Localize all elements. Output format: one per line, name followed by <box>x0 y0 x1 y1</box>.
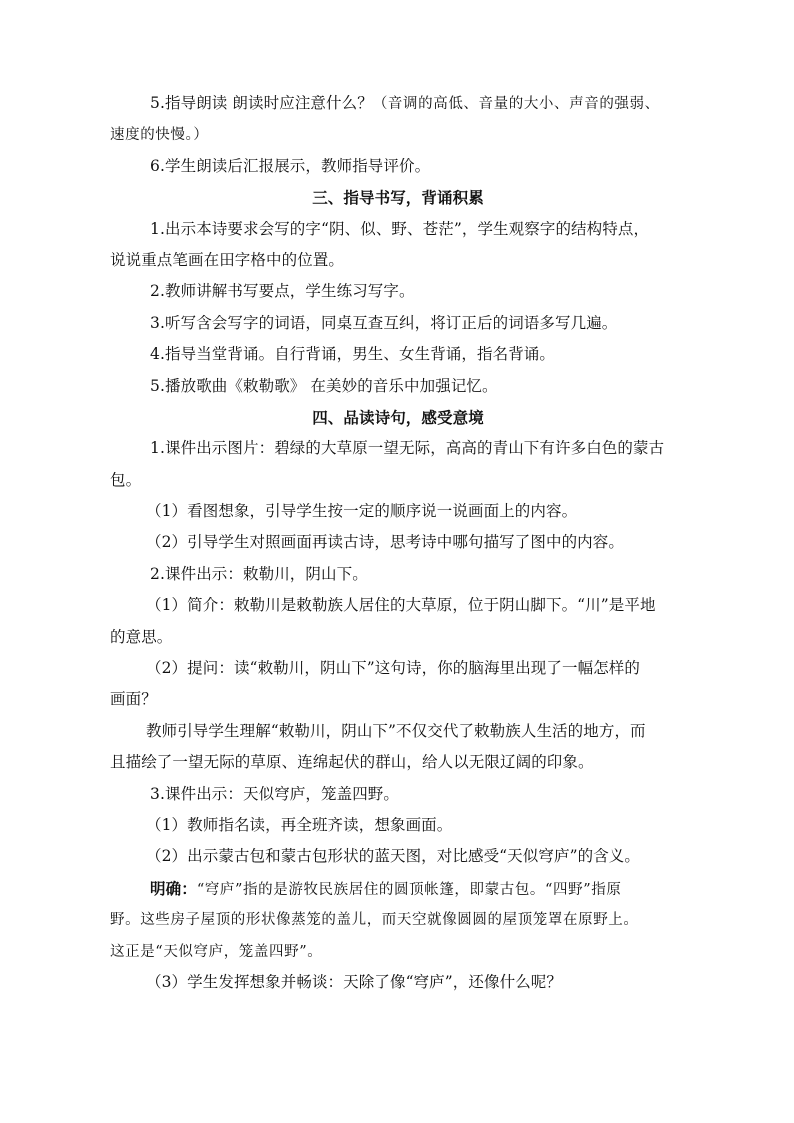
paragraph-continuation <box>110 622 686 653</box>
paragraph-continuation <box>110 465 686 496</box>
paragraph-continuation <box>110 904 686 935</box>
paragraph-intro <box>110 590 686 621</box>
paragraph-clarification <box>110 873 686 904</box>
paragraph-text: （1）看图想象，引导学生按一定的顺序说一说画面上的内容。 <box>146 502 578 521</box>
lesson-plan-content <box>110 88 686 998</box>
paragraph-dictation <box>110 308 686 339</box>
paragraph-teacher-guide <box>110 716 686 747</box>
paragraph-continuation <box>110 119 686 150</box>
paragraph-text: 5.指导朗读 朗读时应注意什么？ <box>150 94 373 112</box>
paragraph-text: （1）教师指名读，再全班齐读，想象画面。 <box>146 815 453 834</box>
clarification-label: 明确： <box>150 878 197 898</box>
paragraph-note: “穹庐”指的是游牧民族居住的圆顶帐篷，即蒙古包。“四野”指原 <box>196 881 622 898</box>
paragraph-courseware-line-2 <box>110 779 686 810</box>
paragraph-note: 野。这些房子屋顶的形状像蒸笼的盖儿，而天空就像圆圆的屋顶笼罩在原野上。 <box>110 912 639 929</box>
paragraph-note: （音调的高低、音量的大小、声音的强弱、 <box>372 96 660 112</box>
paragraph-text: （2）出示蒙古包和蒙古包形状的蓝天图，对比感受“天似穹庐”的含义。 <box>146 847 641 866</box>
paragraph-continuation <box>110 245 686 276</box>
heading-text: 三、指导书写，背诵积累 <box>312 188 484 208</box>
paragraph-continuation <box>110 747 686 778</box>
paragraph-text: （1）简介：敕勒川是敕勒族人居住的大草原，位于阴山脚下。“川”是平地 <box>146 596 656 615</box>
section-heading-4 <box>110 402 686 433</box>
paragraph-text: 2.教师讲解书写要点，学生练习写字。 <box>150 282 415 301</box>
paragraph-continuation <box>110 684 686 715</box>
paragraph-text: 3.听写含会写字的词语，同桌互查互纠，将订正后的词语多写几遍。 <box>150 313 618 332</box>
paragraph-text: 且描绘了一望无际的草原、连绵起伏的群山，给人以无限辽阔的印象。 <box>110 753 594 772</box>
paragraph-writing-characters <box>110 214 686 245</box>
paragraph-text: 的意思。 <box>110 627 173 646</box>
paragraph-sub-2 <box>110 527 686 558</box>
paragraph-text: 5.播放歌曲《敕勒歌》 在美妙的音乐中加强记忆。 <box>150 376 498 395</box>
paragraph-question <box>110 653 686 684</box>
paragraph-text: 2.课件出示：敕勒川，阴山下。 <box>150 564 368 583</box>
paragraph-continuation <box>110 936 686 967</box>
paragraph-text: （2）引导学生对照画面再读古诗，思考诗中哪句描写了图中的内容。 <box>146 533 624 552</box>
paragraph-recitation <box>110 339 686 370</box>
paragraph-text: 说说重点笔画在田字格中的位置。 <box>110 250 345 269</box>
paragraph-courseware-picture <box>110 433 686 464</box>
paragraph-text: 教师引导学生理解“敕勒川，阴山下”不仅交代了敕勒族人生活的地方，而 <box>146 721 646 740</box>
paragraph-text: （3）学生发挥想象并畅谈：天除了像“穹庐”，还像什么呢？ <box>146 972 563 991</box>
heading-text: 四、品读诗句，感受意境 <box>312 407 484 427</box>
paragraph-note: 速度的快慢。） <box>110 127 209 144</box>
paragraph-text: 包。 <box>110 470 142 489</box>
paragraph-sub-compare <box>110 841 686 872</box>
paragraph-read-aloud-guidance <box>110 88 686 119</box>
paragraph-text: 1.出示本诗要求会写的字“阴、似、野、苍茫”，学生观察字的结构特点， <box>150 219 650 238</box>
paragraph-text: 4.指导当堂背诵。自行背诵，男生、女生背诵，指名背诵。 <box>150 345 555 364</box>
paragraph-courseware-line-1 <box>110 559 686 590</box>
paragraph-text: 1.课件出示图片：碧绿的大草原一望无际，高高的青山下有许多白色的蒙古 <box>150 439 665 458</box>
paragraph-student-reading <box>110 151 686 182</box>
paragraph-sub-1 <box>110 496 686 527</box>
paragraph-writing-practice <box>110 276 686 307</box>
paragraph-text: （2）提问：读“敕勒川，阴山下”这句诗，你的脑海里出现了一幅怎样的 <box>146 659 641 678</box>
paragraph-text: 6.学生朗读后汇报展示，教师指导评价。 <box>150 156 431 175</box>
paragraph-song <box>110 371 686 402</box>
paragraph-imagination <box>110 967 686 998</box>
paragraph-note: 这正是“天似穹庐，笼盖四野”。 <box>110 943 323 960</box>
section-heading-3 <box>110 182 686 213</box>
paragraph-sub-read <box>110 810 686 841</box>
paragraph-text: 画面？ <box>110 690 157 709</box>
paragraph-text: 3.课件出示：天似穹庐，笼盖四野。 <box>150 784 399 803</box>
